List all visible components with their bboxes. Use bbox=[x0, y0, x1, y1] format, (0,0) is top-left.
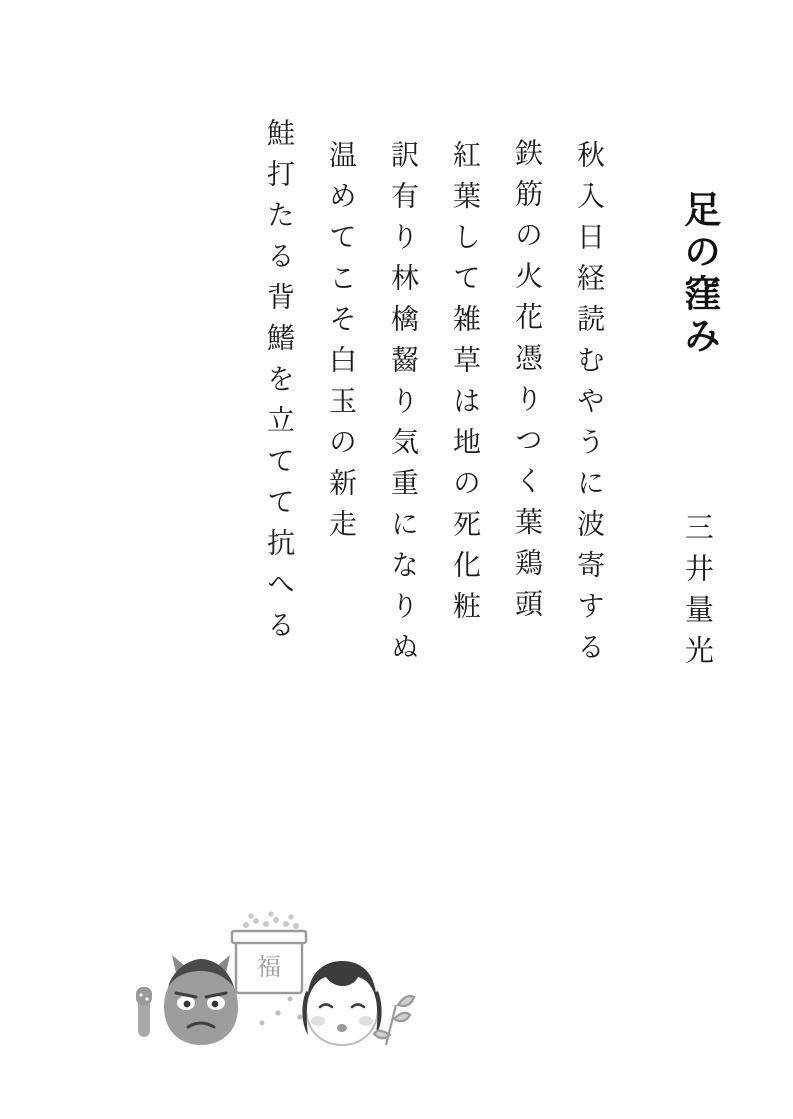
poem-line: 温めてこそ白玉の新走 bbox=[325, 140, 358, 550]
poem-line: 秋入日経読むやうに波寄する bbox=[573, 140, 606, 673]
title-block bbox=[667, 190, 731, 358]
page-title: 足の窪み bbox=[677, 190, 722, 358]
oni-club bbox=[136, 987, 152, 1037]
fuku-masu-box bbox=[232, 911, 306, 993]
masu-label: 福 bbox=[257, 953, 281, 981]
author-name: 三井量光 bbox=[680, 512, 715, 676]
poem-line: 紅葉して雑草は地の死化粧 bbox=[449, 140, 482, 632]
poem-line: 鉄筋の火花憑りつく葉鶏頭 bbox=[511, 138, 544, 630]
poem-line: 鮭打たる背鰭を立てて抗へる bbox=[263, 118, 296, 651]
otafuku-figure bbox=[302, 961, 381, 1045]
poem-line: 訳有り林檎齧り気重になりぬ bbox=[387, 140, 420, 673]
setsubun-illustration bbox=[128, 895, 418, 1055]
author-block bbox=[671, 512, 723, 676]
poem-body bbox=[22, 118, 606, 838]
oni-figure bbox=[136, 955, 238, 1045]
